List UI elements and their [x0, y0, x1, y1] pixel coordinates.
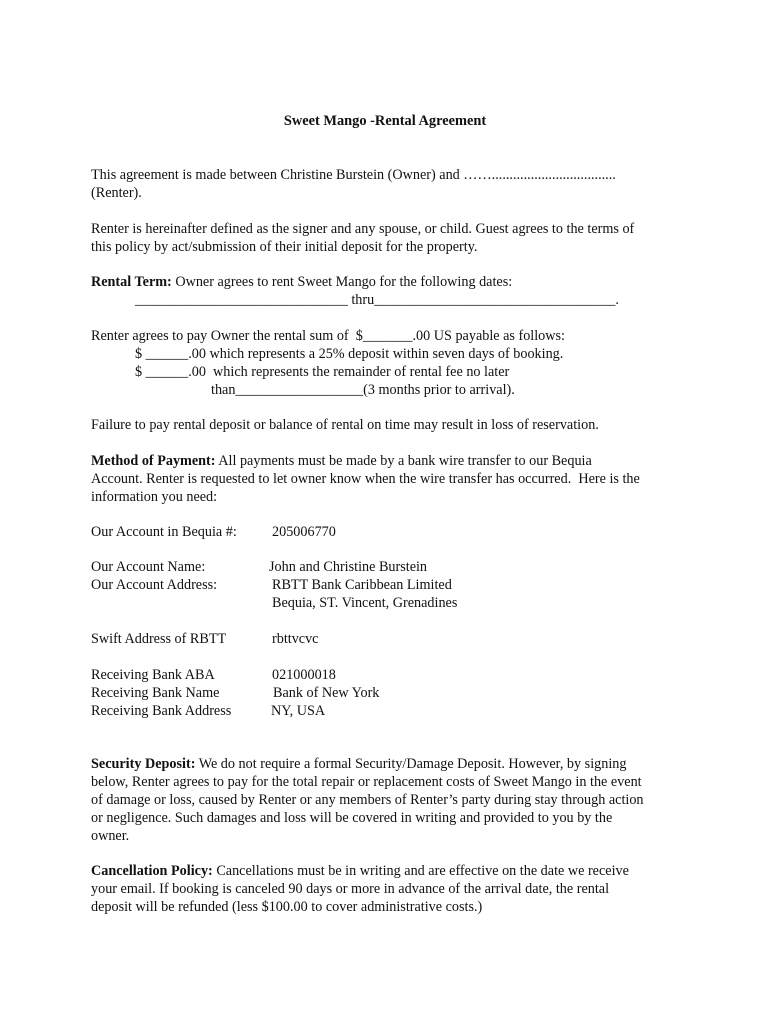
renter-definition-paragraph — [91, 220, 691, 256]
swift-value: rbttvcvc — [272, 631, 319, 647]
method-line — [91, 452, 691, 470]
security-deposit-paragraph — [91, 755, 691, 845]
renter-definition-line: this policy by act/submission of their initial deposit for the property. — [91, 239, 478, 255]
deposit-line: $ ______.00 which represents a 25% deposit within seven days of booking. — [135, 346, 564, 362]
account-number-value: 205006770 — [272, 524, 336, 540]
account-address-label: Our Account Address: — [91, 577, 218, 593]
security-label: Security Deposit: — [91, 756, 196, 772]
failure-paragraph — [91, 416, 691, 434]
cancellation-line: your email. If booking is canceled 90 days or more in advance of the arrival date, the rental — [91, 881, 610, 897]
payment-schedule-paragraph — [91, 327, 691, 399]
account-name-value: John and Christine Burstein — [269, 559, 428, 575]
cancellation-policy-paragraph — [91, 862, 691, 916]
intro-line: (Renter). — [91, 185, 142, 201]
renter-definition-line: Renter is hereinafter defined as the signer and any spouse, or child. Guest agrees to the terms of — [91, 221, 635, 237]
security-text: We do not require a formal Security/Damage Deposit. However, by signing — [195, 756, 627, 772]
security-line — [91, 755, 691, 773]
method-text: All payments must be made by a bank wire transfer to our Bequia — [215, 453, 592, 469]
account-name-label: Our Account Name: — [91, 559, 206, 575]
account-address-value: RBTT Bank Caribbean Limited — [272, 577, 452, 593]
cancellation-text: Cancellations must be in writing and are effective on the date we receive — [212, 863, 629, 879]
method-of-payment-paragraph — [91, 452, 691, 506]
failure-line: Failure to pay rental deposit or balance of rental on time may result in loss of reservation. — [91, 417, 599, 433]
bank-address-label: Receiving Bank Address — [91, 703, 232, 719]
cancellation-line: deposit will be refunded (less $100.00 to cover administrative costs.) — [91, 899, 483, 915]
account-address-value: Bequia, ST. Vincent, Grenadines — [272, 595, 458, 611]
intro-paragraph — [91, 166, 691, 202]
rental-term-paragraph — [91, 273, 691, 309]
security-line: owner. — [91, 828, 130, 844]
swift-label: Swift Address of RBTT — [91, 631, 227, 647]
rental-term-text: Owner agrees to rent Sweet Mango for the following dates: — [171, 274, 513, 290]
security-line: below, Renter agrees to pay for the total repair or replacement costs of Sweet Mango in the event — [91, 774, 642, 790]
bank-aba-value: 021000018 — [272, 667, 336, 683]
bank-address-value: NY, USA — [271, 703, 326, 719]
security-line: or negligence. Such damages and loss will be covered in writing and provided to you by the — [91, 810, 613, 826]
remainder-line: $ ______.00 which represents the remainder of rental fee no later — [135, 364, 510, 380]
cancellation-line — [91, 862, 691, 880]
rental-term-line — [91, 273, 691, 291]
account-number-label: Our Account in Bequia #: — [91, 524, 237, 540]
method-line: Account. Renter is requested to let owner know when the wire transfer has occurred. Here is the — [91, 471, 640, 487]
bank-name-value: Bank of New York — [273, 685, 380, 701]
cancellation-label: Cancellation Policy: — [91, 863, 213, 879]
method-line: information you need: — [91, 489, 218, 505]
document-title: Sweet Mango -Rental Agreement — [283, 113, 487, 129]
payment-schedule-line: Renter agrees to pay Owner the rental sum of $_______.00 US payable as follows: — [91, 328, 565, 344]
bank-name-label: Receiving Bank Name — [91, 685, 220, 701]
security-line: of damage or loss, caused by Renter or any members of Renter’s party during stay through action — [91, 792, 644, 808]
deadline-line: than__________________(3 months prior to arrival). — [211, 382, 515, 398]
intro-line: This agreement is made between Christine Burstein (Owner) and ……................................... — [91, 167, 616, 183]
bank-aba-label: Receiving Bank ABA — [91, 667, 215, 683]
method-label: Method of Payment: — [91, 453, 216, 469]
rental-term-label: Rental Term: — [91, 274, 172, 290]
rental-term-dates: ______________________________ thru__________________________________. — [135, 292, 619, 308]
